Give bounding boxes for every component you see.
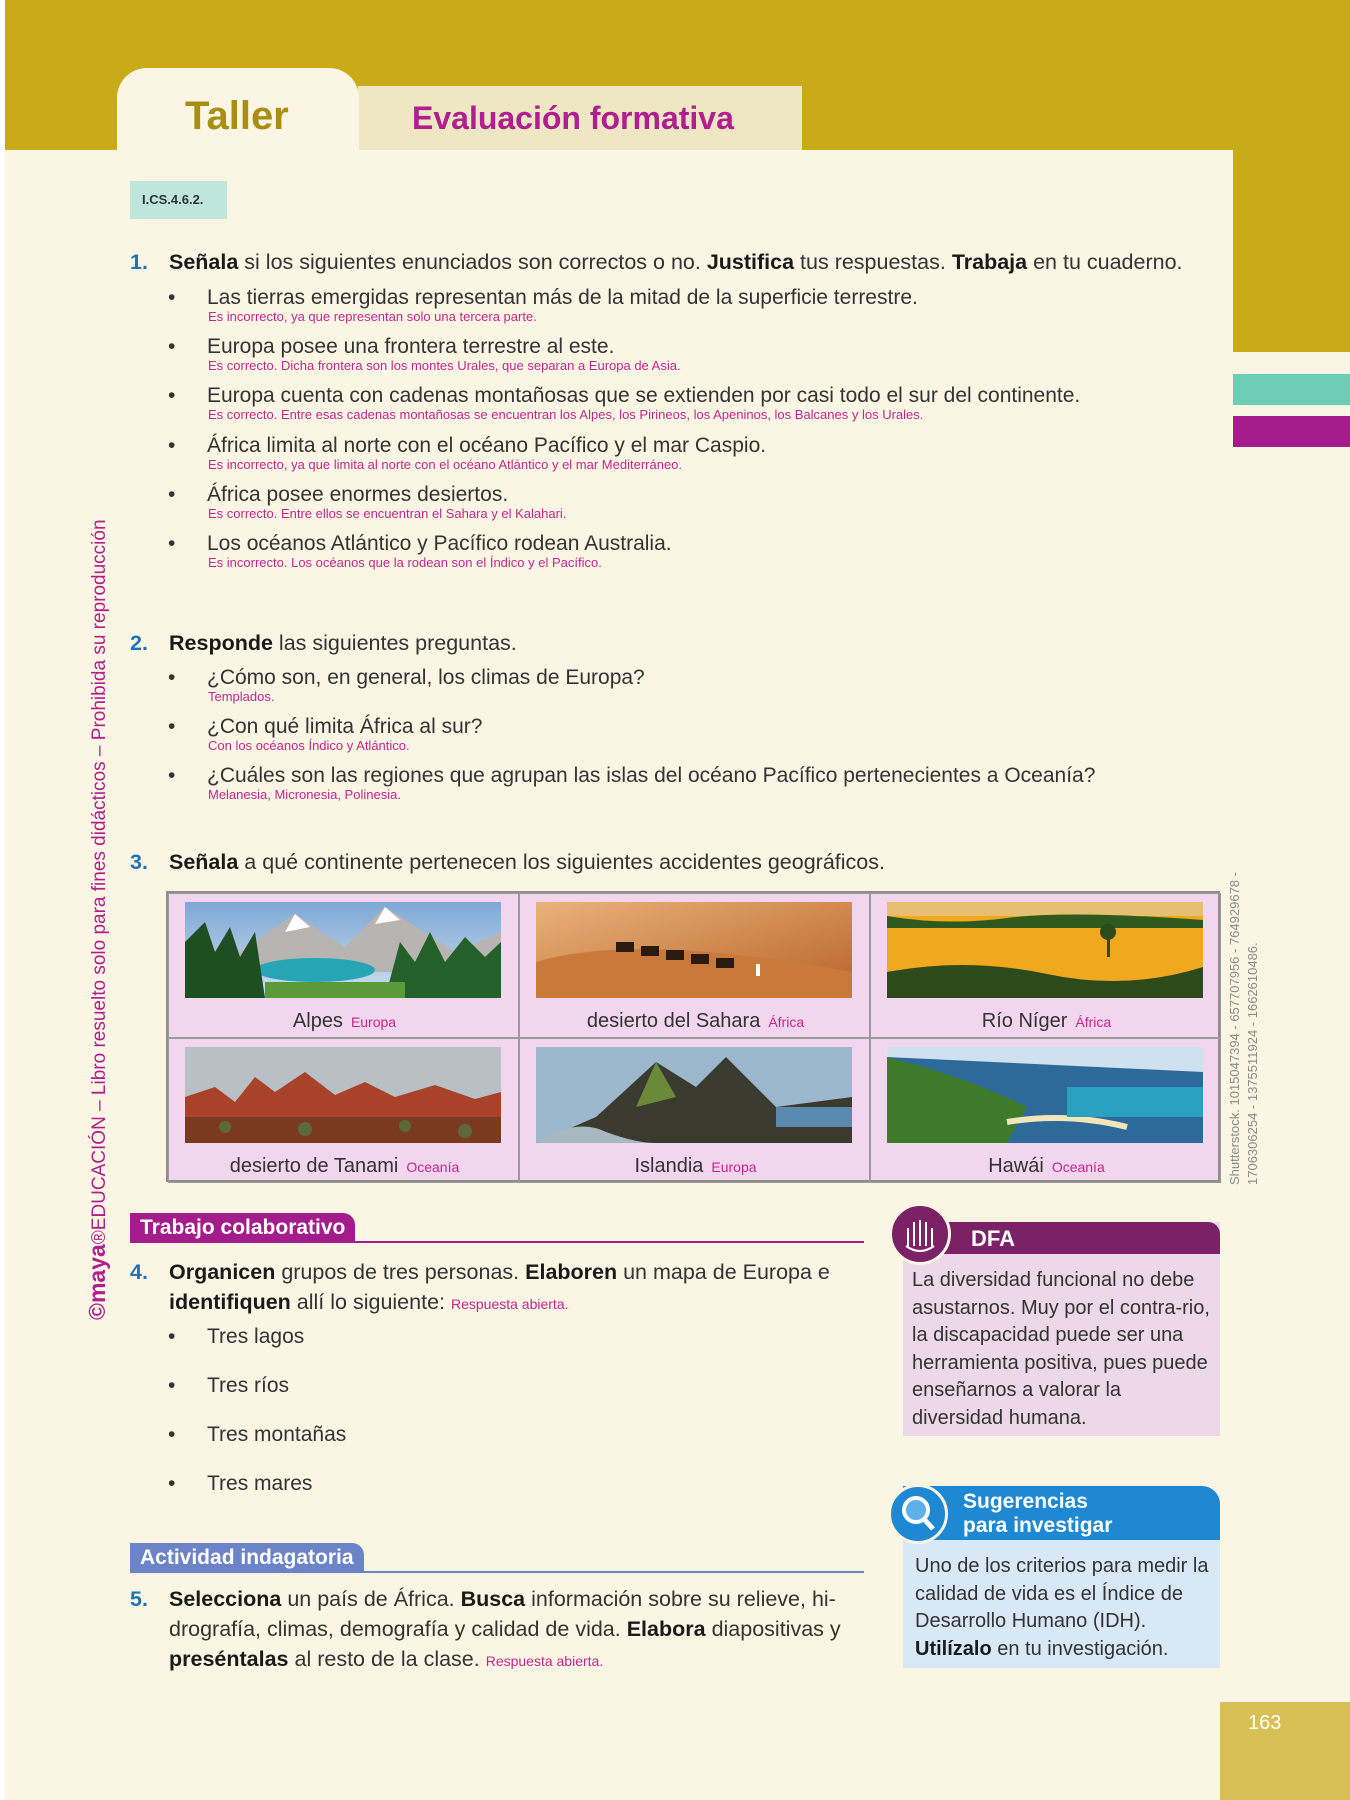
islandia-photo [536,1047,852,1143]
landform-caption: Hawái Oceanía [988,1155,1105,1177]
question: ¿Cuáles son las regiones que agrupan las islas del océano Pacífico pertenecientes a Oceanía? [207,764,1096,787]
indicator-code-badge: I.CS.4.6.2. [130,181,227,219]
question-number: 5. [130,1587,148,1611]
statement: África posee enormes desiertos. [207,483,509,506]
landform-caption: Islandia Europa [634,1155,757,1177]
question: ¿Con qué limita África al sur? [207,715,483,738]
hawai-photo [887,1047,1203,1143]
section-tab-teal [1233,374,1350,405]
statement: Europa cuenta con cadenas montañosas que se extienden por casi todo el sur del continente. [207,384,1081,407]
answer: Es correcto. Entre ellos se encuentran el Sahara y el Kalahari. [208,506,567,521]
landform-caption: desierto del Sahara África [586,1010,805,1032]
question: ¿Cómo son, en general, los climas de Europa? [207,666,645,689]
question-5-line3: preséntalas al resto de la clase. Respuesta abierta. [169,1647,604,1671]
vertical-copyright [84,480,111,1320]
answer: Es incorrecto, ya que representan solo una tercera parte. [208,309,537,324]
landform-caption: Alpes Europa [292,1010,397,1032]
answer: Templados. [208,689,275,704]
answer: Respuesta abierta. [485,1653,604,1669]
question-4-line2: identifiquen allí lo siguiente: Respuesta abierta. [169,1290,569,1314]
hands-icon [889,1203,951,1265]
sahara-photo [536,902,852,998]
right-band [1233,0,1350,352]
statement: Europa posee una frontera terrestre al este. [207,335,615,358]
alpes-photo [185,902,501,998]
question-number: 3. [130,850,148,874]
evaluacion-title: Evaluación formativa [412,100,734,136]
answer: Es correcto. Dicha frontera son los montes Urales, que separan a Europa de Asia. [208,358,681,373]
taller-title: Taller [185,94,289,138]
heading-label: Actividad indagatoria [130,1543,364,1573]
question-3-text: Señala a qué continente pertenecen los siguientes accidentes geográficos. [169,850,885,874]
answer: Es incorrecto, ya que limita al norte con el océano Atlántico y el mar Mediterráneo. [208,457,683,472]
landform-cell-hawai [870,1038,1221,1183]
dfa-title: DFA [971,1226,1015,1251]
sugerencias-text: Uno de los criterios para medir la calidad de vida es el Índice de Desarrollo Humano (IDH). Utilízalo en tu investigación. [915,1555,1209,1660]
heading-label: Trabajo colaborativo [130,1213,355,1243]
landform-cell-alpes [168,893,519,1038]
question-number: 4. [130,1260,148,1284]
niger-photo [887,902,1203,998]
tab-evaluacion [358,86,802,150]
statement: Los océanos Atlántico y Pacífico rodean Australia. [207,532,672,555]
magnifier-icon [888,1484,948,1544]
answer: Melanesia, Micronesia, Polinesia. [208,787,401,802]
question-5-line1: Selecciona un país de África. Busca información sobre su relieve, hi- [169,1587,836,1611]
sugerencias-title: Sugerencias para investigar [963,1490,1113,1537]
landform-caption: desierto de Tanami Oceanía [229,1155,460,1177]
landform-grid [166,891,1220,1182]
statement: África limita al norte con el océano Pacífico y el mar Caspio. [207,434,767,457]
section-tab-magenta [1233,416,1350,447]
credits-line1: Shutterstock. 1015047394 - 657707956 - 764929678 - [1227,872,1242,1185]
heading-rule [130,1571,864,1573]
tab-taller [117,68,359,154]
copyright-text: ®EDUCACIÓN – Libro resuelto solo para fines didácticos – Prohibida su reproducción [89,519,110,1245]
landform-cell-sahara [519,893,870,1038]
photo-credits [1226,845,1262,1185]
page-number-box [1220,1702,1350,1800]
dfa-text: La diversidad funcional no debe asustarnos. Muy por el contra-rio, la discapacidad puede ser una herramienta positiva, pues puede enseñarnos a valorar la diversidad humana. [912,1269,1210,1429]
question-4-line1: Organicen grupos de tres personas. Elaboren un mapa de Europa e [169,1260,830,1284]
tanami-photo [185,1047,501,1143]
question-5-line2: drografía, climas, demografía y calidad de vida. Elabora diapositivas y [169,1617,841,1641]
answer: Respuesta abierta. [450,1296,569,1312]
landform-caption: Río Níger África [981,1010,1112,1032]
sugerencias-header [903,1486,1220,1540]
heading-rule [130,1241,864,1243]
question-number: 2. [130,631,148,655]
answer: Es correcto. Entre esas cadenas montañosas se encuentran los Alpes, los Pirineos, los Apeninos, los Balcanes y los Urales. [208,407,924,422]
answer: Es incorrecto. Los océanos que la rodean son el Índico y el Pacífico. [208,555,602,570]
credits-line2: 1706306254 - 1375511924 - 1662610486. [1245,942,1260,1185]
brand-logo-text: ©maya [84,1244,110,1320]
statement: Las tierras emergidas representan más de la mitad de la superficie terrestre. [207,286,918,309]
question-2-text: Responde las siguientes preguntas. [169,631,517,655]
landform-cell-islandia [519,1038,870,1183]
question-1-text: Señala si los siguientes enunciados son correctos o no. Justifica tus respuestas. Trabaja en tu cuaderno. [169,250,1183,274]
landform-cell-niger [870,893,1221,1038]
page-number: 163 [1248,1712,1282,1734]
question-number: 1. [130,250,148,274]
landform-cell-tanami [168,1038,519,1183]
answer: Con los océanos Índico y Atlántico. [208,738,410,753]
